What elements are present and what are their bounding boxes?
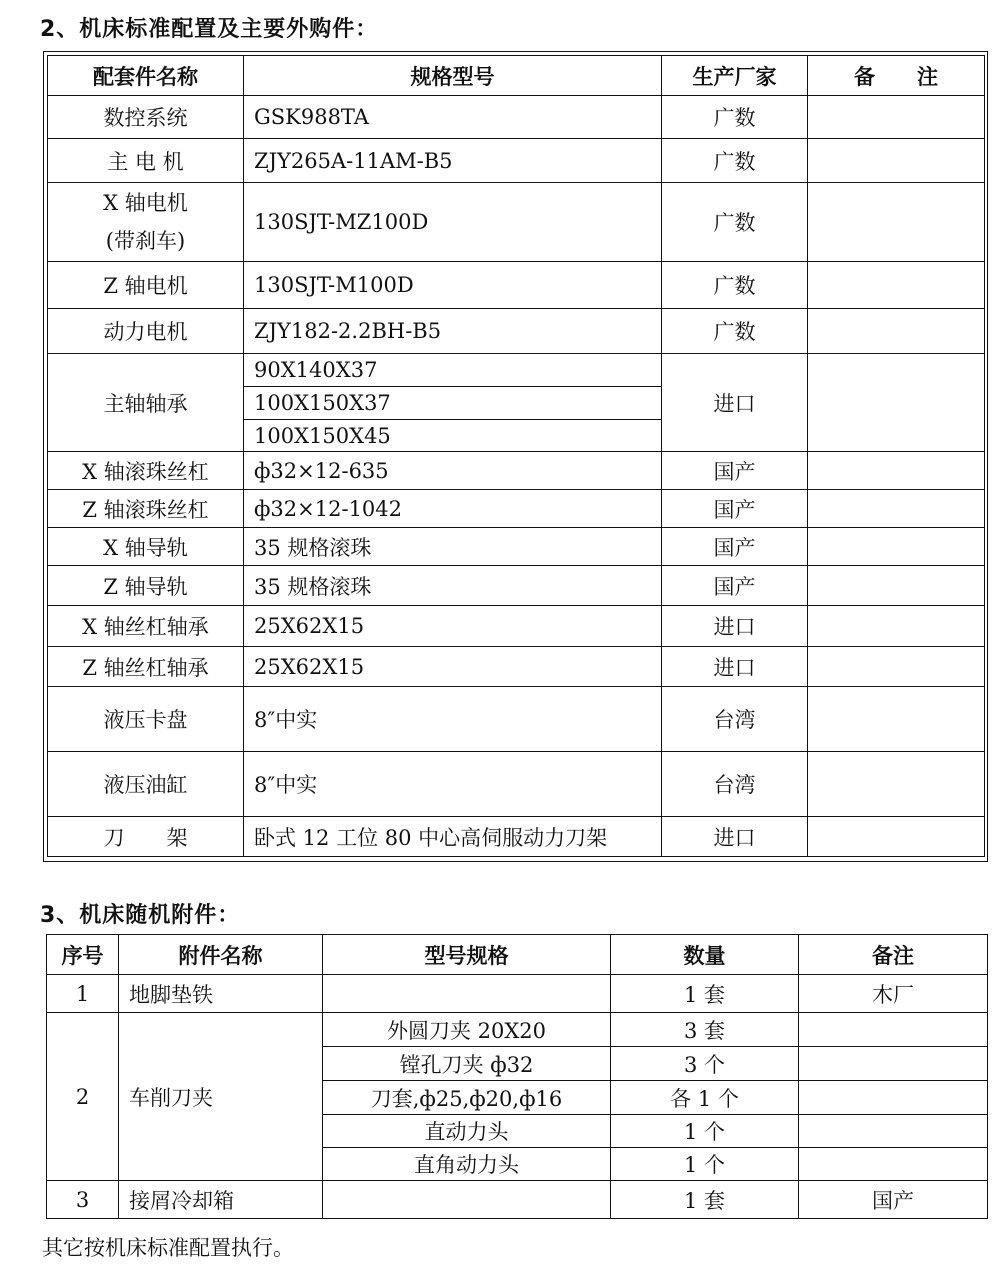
part-remark: [808, 606, 985, 647]
item-remark: [799, 1013, 988, 1047]
part-maker: 广数: [662, 309, 808, 354]
part-name: Z 轴丝杠轴承: [48, 647, 244, 687]
item-qty: 1 个: [611, 1115, 799, 1148]
table-row: [48, 752, 985, 817]
item-spec: 直动力头: [323, 1115, 611, 1148]
part-spec: 8″中实: [244, 687, 662, 752]
footer-note: 其它按机床标准配置执行。: [42, 1236, 294, 1260]
accessories-table: [46, 934, 988, 1219]
table-row: [48, 262, 985, 309]
part-maker: 进口: [662, 606, 808, 647]
part-name: X 轴滚珠丝杠: [48, 452, 244, 490]
table-row: [48, 354, 985, 387]
part-remark: [808, 309, 985, 354]
part-remark: [808, 262, 985, 309]
item-name: 地脚垫铁: [119, 975, 323, 1013]
item-name: 接屑冷却箱: [119, 1181, 323, 1219]
part-spec: 35 规格滚珠: [244, 528, 662, 566]
table-row: [48, 647, 985, 687]
part-spec: ф32×12-1042: [244, 490, 662, 528]
part-name: Z 轴导轨: [48, 566, 244, 606]
part-remark: [808, 687, 985, 752]
item-remark: [799, 1047, 988, 1081]
part-name-line1: X 轴电机: [103, 191, 188, 215]
header-remark: 备注: [799, 935, 988, 975]
table-row: [48, 687, 985, 752]
table-row: [48, 528, 985, 566]
table-row: [48, 139, 985, 183]
table-row: [48, 96, 985, 139]
part-remark: [808, 139, 985, 183]
part-spec: 130SJT-MZ100D: [244, 183, 662, 262]
part-spec: 35 规格滚珠: [244, 566, 662, 606]
item-no: 2: [47, 1013, 119, 1181]
part-name: 液压卡盘: [48, 687, 244, 752]
part-maker: 台湾: [662, 752, 808, 817]
header-spec: 规格型号: [244, 56, 662, 96]
part-spec: 130SJT-M100D: [244, 262, 662, 309]
item-remark: [799, 1148, 988, 1181]
standard-config-table: [47, 55, 985, 857]
header-part-name: 配套件名称: [48, 56, 244, 96]
part-name: Z 轴电机: [48, 262, 244, 309]
part-remark: [808, 490, 985, 528]
table-row: [48, 452, 985, 490]
part-name: 主轴轴承: [48, 354, 244, 452]
part-spec: GSK988TA: [244, 96, 662, 139]
item-remark: 国产: [799, 1181, 988, 1219]
part-spec: 100X150X45: [244, 420, 662, 452]
part-maker: 广数: [662, 262, 808, 309]
part-remark: [808, 96, 985, 139]
part-spec: 25X62X15: [244, 647, 662, 687]
table-row: [48, 817, 985, 857]
item-qty: 3 个: [611, 1047, 799, 1081]
item-no: 1: [47, 975, 119, 1013]
part-remark: [808, 817, 985, 857]
item-spec: 直角动力头: [323, 1148, 611, 1181]
header-remark: 备 注: [808, 56, 985, 96]
part-name: X 轴丝杠轴承: [48, 606, 244, 647]
table-row: [47, 1013, 988, 1047]
part-spec: ZJY182-2.2BH-B5: [244, 309, 662, 354]
part-spec: ф32×12-635: [244, 452, 662, 490]
item-spec: 镗孔刀夹 ф32: [323, 1047, 611, 1081]
header-no: 序号: [47, 935, 119, 975]
item-qty: 1 套: [611, 1181, 799, 1219]
item-spec: 刀套,ф25,ф20,ф16: [323, 1081, 611, 1115]
item-remark: [799, 1081, 988, 1115]
part-spec: ZJY265A-11AM-B5: [244, 139, 662, 183]
part-name: [48, 183, 244, 262]
part-maker: 进口: [662, 817, 808, 857]
part-maker: 国产: [662, 490, 808, 528]
header-spec: 型号规格: [323, 935, 611, 975]
part-name: 液压油缸: [48, 752, 244, 817]
part-remark: [808, 647, 985, 687]
table-row: [48, 490, 985, 528]
header-qty: 数量: [611, 935, 799, 975]
part-remark: [808, 183, 985, 262]
part-maker: 广数: [662, 139, 808, 183]
part-spec: 25X62X15: [244, 606, 662, 647]
part-remark: [808, 452, 985, 490]
item-remark: 木厂: [799, 975, 988, 1013]
item-spec: [323, 1181, 611, 1219]
item-qty: 1 套: [611, 975, 799, 1013]
part-name: X 轴导轨: [48, 528, 244, 566]
item-name: 车削刀夹: [119, 1013, 323, 1181]
item-no: 3: [47, 1181, 119, 1219]
part-name: 主 电 机: [48, 139, 244, 183]
part-spec: 卧式 12 工位 80 中心高伺服动力刀架: [244, 817, 662, 857]
part-remark: [808, 528, 985, 566]
part-maker: 国产: [662, 566, 808, 606]
part-remark: [808, 752, 985, 817]
part-spec: 8″中实: [244, 752, 662, 817]
item-remark: [799, 1115, 988, 1148]
section3-title: 3、机床随机附件：: [40, 903, 241, 928]
table-row: [47, 975, 988, 1013]
item-qty: 1 个: [611, 1148, 799, 1181]
item-spec: 外圆刀夹 20X20: [323, 1013, 611, 1047]
item-qty: 各 1 个: [611, 1081, 799, 1115]
part-remark: [808, 566, 985, 606]
part-spec: 90X140X37: [244, 354, 662, 387]
table-row: [48, 566, 985, 606]
part-maker: 台湾: [662, 687, 808, 752]
part-name: 刀 架: [48, 817, 244, 857]
section2-title: 2、机床标准配置及主要外购件：: [40, 17, 379, 42]
part-spec: 100X150X37: [244, 387, 662, 420]
part-maker: 国产: [662, 528, 808, 566]
item-qty: 3 套: [611, 1013, 799, 1047]
part-name: 动力电机: [48, 309, 244, 354]
table-row: [48, 606, 985, 647]
table-header-row: [48, 56, 985, 96]
table-row: [48, 309, 985, 354]
part-name: 数控系统: [48, 96, 244, 139]
item-spec: [323, 975, 611, 1013]
part-maker: 广数: [662, 183, 808, 262]
header-maker: 生产厂家: [662, 56, 808, 96]
part-maker: 国产: [662, 452, 808, 490]
table-row: [47, 1181, 988, 1219]
part-name-line2: (带刹车): [105, 229, 186, 253]
table-row: [48, 183, 985, 262]
part-maker: 广数: [662, 96, 808, 139]
part-name: Z 轴滚珠丝杠: [48, 490, 244, 528]
part-maker: 进口: [662, 647, 808, 687]
table-header-row: [47, 935, 988, 975]
part-remark: [808, 354, 985, 452]
part-maker: 进口: [662, 354, 808, 452]
header-name: 附件名称: [119, 935, 323, 975]
